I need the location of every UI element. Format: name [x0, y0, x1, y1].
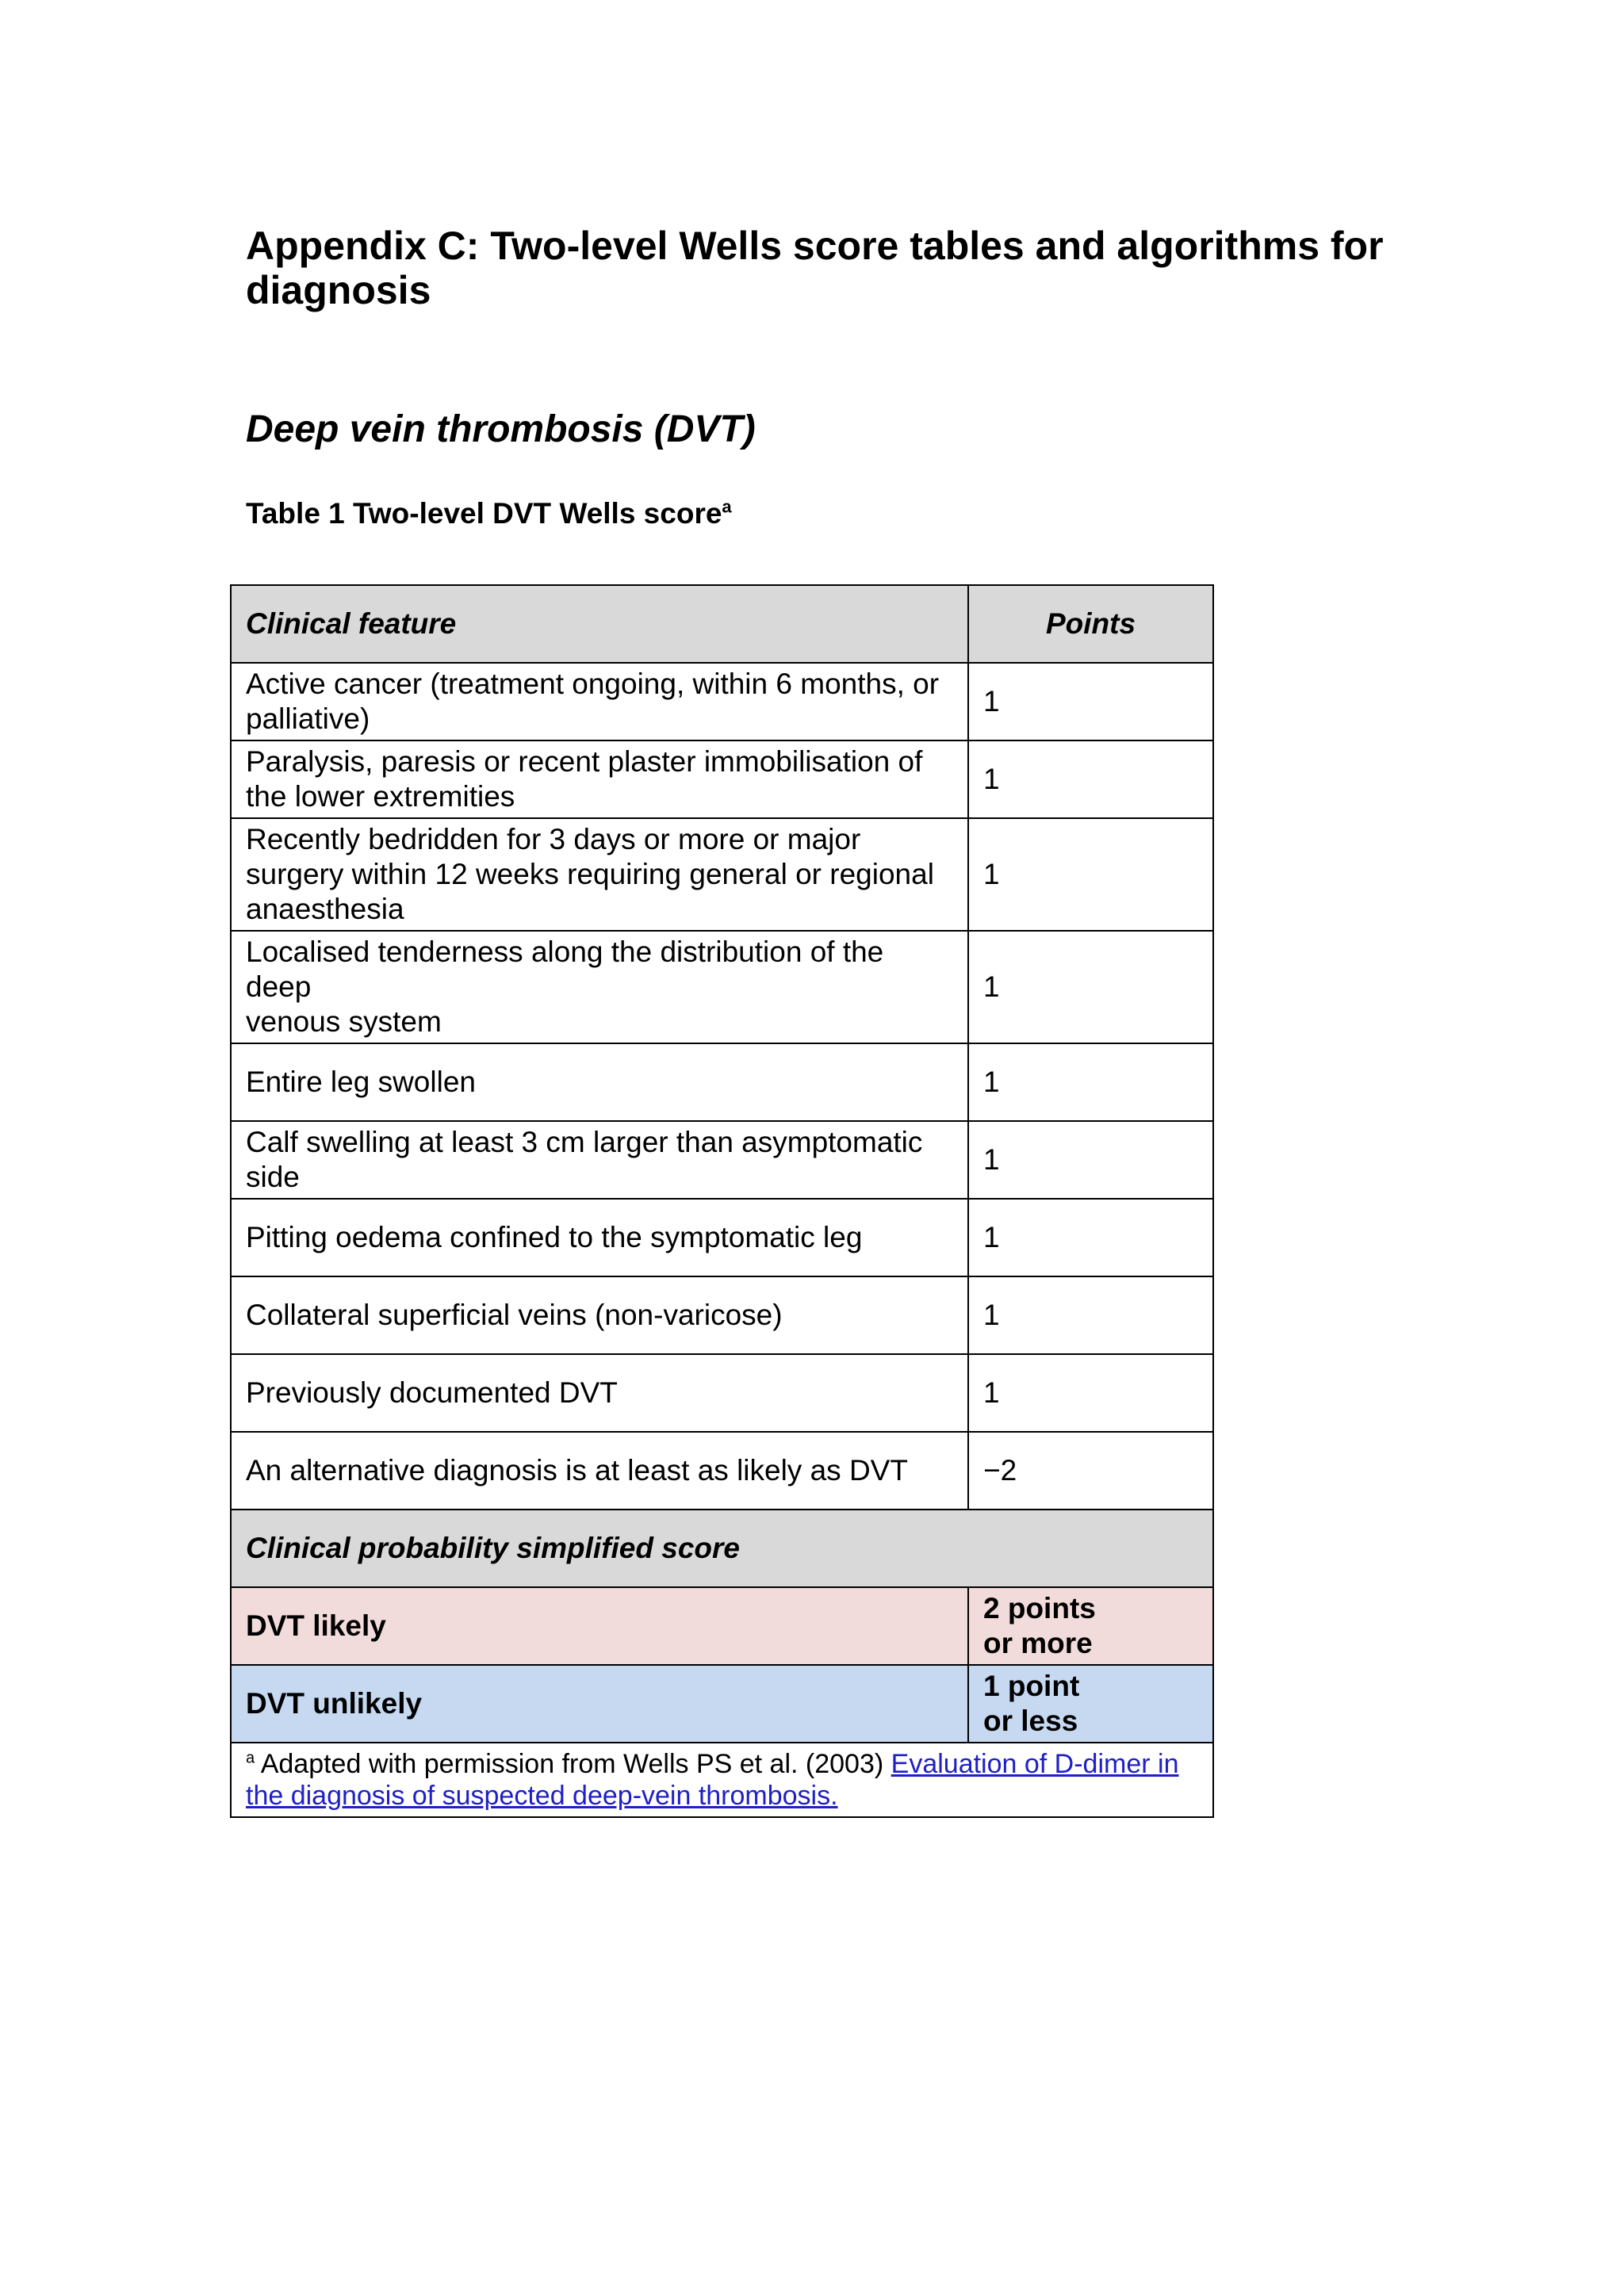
points-line: 2 points	[983, 1592, 1096, 1624]
footnote-text: Adapted with permission from Wells PS et al. (2003)	[260, 1749, 884, 1779]
footnote-marker: a	[246, 1749, 255, 1767]
feature-cell: Active cancer (treatment ongoing, within 6 months, or palliative)	[231, 663, 968, 740]
probability-header: Clinical probability simplified score	[231, 1510, 1213, 1587]
points-cell: 1	[968, 740, 1213, 818]
feature-text-line2: venous system	[246, 1005, 442, 1038]
table-row	[231, 1276, 1213, 1354]
dvt-unlikely-label: DVT unlikely	[231, 1665, 968, 1743]
table-header-row	[231, 585, 1213, 663]
table-row	[231, 1354, 1213, 1432]
points-cell: −2	[968, 1432, 1213, 1510]
table-row	[231, 1199, 1213, 1276]
dvt-unlikely-points	[968, 1665, 1213, 1743]
points-cell: 1	[968, 1199, 1213, 1276]
table-row	[231, 1432, 1213, 1510]
reference-link[interactable]: Evaluation of D-dimer in the diagnosis of suspected deep-vein thrombosis.	[246, 1749, 1179, 1811]
points-cell: 1	[968, 1354, 1213, 1432]
section-heading: Deep vein thrombosis (DVT)	[246, 408, 756, 450]
feature-cell: An alternative diagnosis is at least as likely as DVT	[231, 1432, 968, 1510]
table-row	[231, 663, 1213, 740]
feature-cell: Entire leg swollen	[231, 1043, 968, 1121]
table-row	[231, 1121, 1213, 1199]
feature-column-header: Clinical feature	[231, 585, 968, 663]
points-cell: 1	[968, 1276, 1213, 1354]
footnote	[231, 1743, 1213, 1817]
table-row	[231, 1043, 1213, 1121]
page-heading: Appendix C: Two-level Wells score tables and algorithms for diagnosis	[246, 224, 1384, 312]
dvt-likely-points	[968, 1587, 1213, 1665]
footnote-marker: a	[722, 496, 732, 517]
dvt-likely-row	[231, 1587, 1213, 1665]
points-line: or less	[983, 1705, 1078, 1737]
points-cell: 1	[968, 818, 1213, 931]
feature-cell: Previously documented DVT	[231, 1354, 968, 1432]
table-row	[231, 740, 1213, 818]
feature-cell: Recently bedridden for 3 days or more or major surgery within 12 weeks requiring general or regional anaesthesia	[231, 818, 968, 931]
points-line: or more	[983, 1627, 1093, 1659]
feature-text: Localised tenderness along the distribution of the deep	[246, 936, 884, 1003]
points-line: 1 point	[983, 1670, 1080, 1702]
footnote-row	[231, 1743, 1213, 1817]
points-cell: 1	[968, 931, 1213, 1043]
feature-cell: Paralysis, paresis or recent plaster immobilisation of the lower extremities	[231, 740, 968, 818]
dvt-unlikely-row	[231, 1665, 1213, 1743]
table-caption	[246, 496, 732, 531]
table-row	[231, 931, 1213, 1043]
wells-score-table	[230, 584, 1214, 1818]
table-row	[231, 818, 1213, 931]
points-column-header: Points	[968, 585, 1213, 663]
points-cell: 1	[968, 663, 1213, 740]
table-caption-text: Table 1 Two-level DVT Wells score	[246, 497, 722, 530]
feature-cell	[231, 931, 968, 1043]
dvt-likely-label: DVT likely	[231, 1587, 968, 1665]
feature-cell: Calf swelling at least 3 cm larger than asymptomatic side	[231, 1121, 968, 1199]
probability-header-row	[231, 1510, 1213, 1587]
feature-cell: Pitting oedema confined to the symptomatic leg	[231, 1199, 968, 1276]
points-cell: 1	[968, 1121, 1213, 1199]
feature-cell: Collateral superficial veins (non-varicose)	[231, 1276, 968, 1354]
points-cell: 1	[968, 1043, 1213, 1121]
